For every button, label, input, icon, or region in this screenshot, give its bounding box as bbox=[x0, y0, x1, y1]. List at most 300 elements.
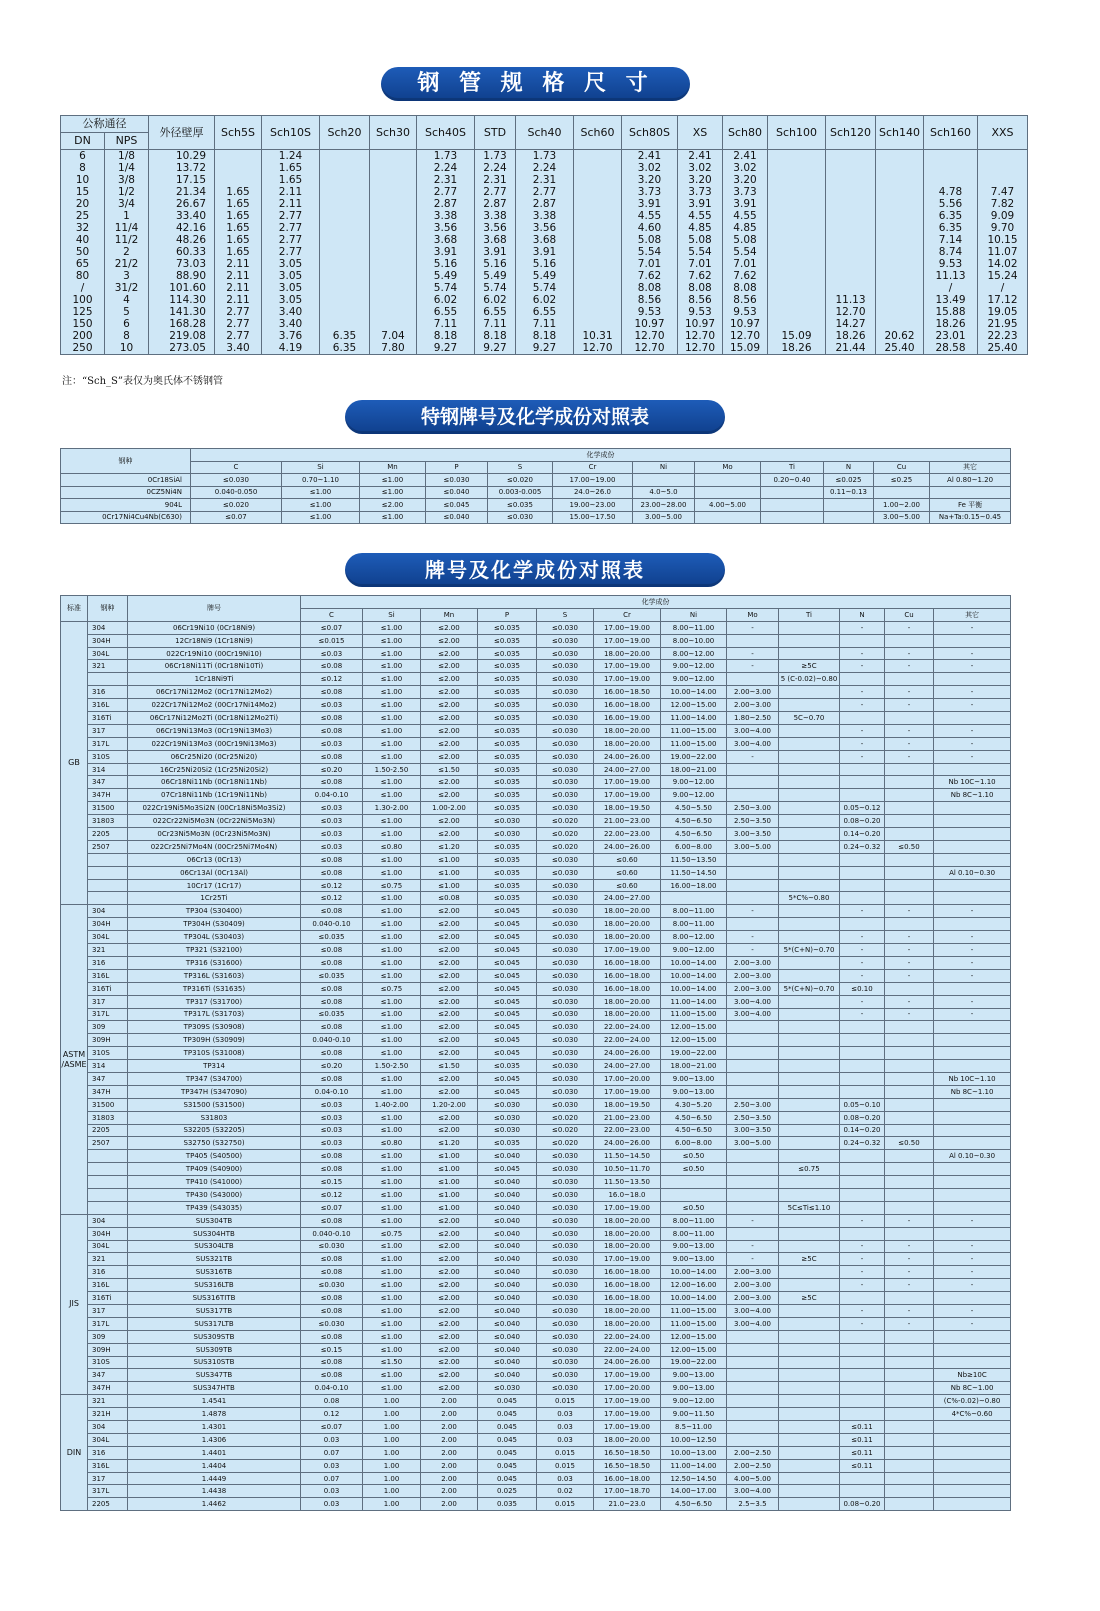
designation: TP304 (S30400) bbox=[128, 905, 301, 918]
grade-code: 304H bbox=[88, 918, 128, 931]
composition-cell bbox=[779, 1304, 840, 1317]
designation: 06Cr18Ni11Ti (0Cr18Ni10Ti) bbox=[128, 660, 301, 673]
composition-cell: ≤0.03 bbox=[301, 828, 363, 841]
composition-cell: ≤0.08 bbox=[301, 1163, 363, 1176]
composition-cell bbox=[934, 1176, 1011, 1189]
composition-cell: 17.00~18.70 bbox=[594, 1485, 661, 1498]
grades-header-row bbox=[61, 596, 1011, 609]
designation: TP309S (S30908) bbox=[128, 1021, 301, 1034]
header-cell: Sch40 bbox=[516, 116, 574, 150]
composition-cell: 1.00 bbox=[363, 1472, 421, 1485]
pipe-cell: 7.11 bbox=[516, 318, 574, 330]
pipe-cell: 26.67 bbox=[149, 198, 215, 210]
designation: TP316 (S31600) bbox=[128, 956, 301, 969]
composition-cell bbox=[885, 1176, 934, 1189]
pipe-cell bbox=[826, 222, 876, 234]
composition-cell: 8.00~11.00 bbox=[661, 621, 727, 634]
composition-cell: 3.00~4.00 bbox=[727, 724, 779, 737]
pipe-cell bbox=[768, 246, 826, 258]
composition-cell: 11.50~13.50 bbox=[661, 853, 727, 866]
composition-cell: ≤0.030 bbox=[537, 763, 594, 776]
composition-cell: 9.00~13.00 bbox=[661, 1240, 727, 1253]
pipe-cell: 9.53 bbox=[622, 306, 678, 318]
composition-cell: - bbox=[840, 750, 885, 763]
pipe-cell: 11.13 bbox=[924, 270, 978, 282]
pipe-cell: 2.11 bbox=[215, 270, 262, 282]
composition-cell: - bbox=[727, 750, 779, 763]
composition-cell: ≤0.045 bbox=[478, 1047, 537, 1060]
pipe-cell: 3.02 bbox=[723, 162, 768, 174]
composition-cell: ≤0.030 bbox=[478, 815, 537, 828]
pipe-cell bbox=[876, 270, 924, 282]
table-row bbox=[61, 1433, 1011, 1446]
composition-cell: 0.02 bbox=[537, 1485, 594, 1498]
composition-cell: 24.00~27.00 bbox=[594, 892, 661, 905]
designation: S32750 (S32750) bbox=[128, 1137, 301, 1150]
composition-cell bbox=[779, 1124, 840, 1137]
composition-cell: ≤0.020 bbox=[537, 815, 594, 828]
composition-cell bbox=[779, 1266, 840, 1279]
pipe-cell: 12.70 bbox=[826, 306, 876, 318]
composition-cell bbox=[779, 1176, 840, 1189]
designation: SUS316TITB bbox=[128, 1292, 301, 1305]
grade-code: 309H bbox=[88, 1343, 128, 1356]
table-row bbox=[61, 995, 1011, 1008]
composition-cell: ≤0.035 bbox=[478, 712, 537, 725]
grade-code: 310S bbox=[88, 1356, 128, 1369]
header-cell: Sch80 bbox=[723, 116, 768, 150]
composition-cell: 0.040-0.050 bbox=[191, 486, 282, 499]
header-cell: XXS bbox=[978, 116, 1028, 150]
pipe-cell: 88.90 bbox=[149, 270, 215, 282]
composition-cell bbox=[934, 1021, 1011, 1034]
composition-cell: 24.0~26.0 bbox=[553, 486, 633, 499]
composition-cell: - bbox=[885, 1240, 934, 1253]
composition-cell: 10.00~14.00 bbox=[661, 686, 727, 699]
pipe-cell: 3.02 bbox=[678, 162, 723, 174]
composition-cell: 24.00~26.00 bbox=[594, 1047, 661, 1060]
composition-cell: ≤2.00 bbox=[421, 1330, 478, 1343]
pipe-cell: 4 bbox=[105, 294, 149, 306]
composition-cell: 3.00~4.00 bbox=[727, 995, 779, 1008]
composition-cell bbox=[840, 1060, 885, 1073]
pipe-cell bbox=[876, 222, 924, 234]
header-element: Mn bbox=[360, 461, 426, 474]
composition-cell: 0.11~0.13 bbox=[824, 486, 874, 499]
grade-code: 317L bbox=[88, 1008, 128, 1021]
composition-cell: ≤0.035 bbox=[478, 840, 537, 853]
composition-cell: - bbox=[934, 1008, 1011, 1021]
pipe-cell bbox=[876, 246, 924, 258]
composition-cell: 24.00~27.00 bbox=[594, 763, 661, 776]
composition-cell: - bbox=[885, 647, 934, 660]
composition-cell: 9.00~13.00 bbox=[661, 1369, 727, 1382]
composition-cell: 11.50~13.50 bbox=[594, 1176, 661, 1189]
designation: 06Cr13 (0Cr13) bbox=[128, 853, 301, 866]
composition-cell bbox=[885, 1433, 934, 1446]
pipe-cell: 25.40 bbox=[876, 342, 924, 355]
composition-cell: 17.00~19.00 bbox=[594, 1395, 661, 1408]
pipe-cell: 9.27 bbox=[475, 342, 516, 355]
pipe-cell: 17.15 bbox=[149, 174, 215, 186]
grade-code: 2507 bbox=[88, 1137, 128, 1150]
composition-cell: 3.00~4.00 bbox=[727, 1008, 779, 1021]
pipe-cell: 9.27 bbox=[417, 342, 475, 355]
composition-cell: ≤0.035 bbox=[478, 866, 537, 879]
composition-cell: 8.00~11.00 bbox=[661, 1227, 727, 1240]
composition-cell: 9.00~13.00 bbox=[661, 1072, 727, 1085]
composition-cell: ≤1.00 bbox=[363, 1085, 421, 1098]
composition-cell: ≤0.75 bbox=[363, 879, 421, 892]
composition-cell: 18.00~20.00 bbox=[594, 1317, 661, 1330]
composition-cell: ≤2.00 bbox=[421, 1343, 478, 1356]
table-row bbox=[61, 828, 1011, 841]
composition-cell: - bbox=[840, 969, 885, 982]
designation: TP304H (S30409) bbox=[128, 918, 301, 931]
composition-cell bbox=[885, 789, 934, 802]
composition-cell bbox=[840, 1047, 885, 1060]
pipe-cell: 6.02 bbox=[417, 294, 475, 306]
designation: 022Cr19Ni10 (00Cr19Ni10) bbox=[128, 647, 301, 660]
composition-cell: ≤0.040 bbox=[478, 1343, 537, 1356]
composition-cell: ≤1.00 bbox=[282, 486, 360, 499]
pipe-cell bbox=[768, 186, 826, 198]
composition-cell bbox=[779, 1098, 840, 1111]
header-cell: Sch40S bbox=[417, 116, 475, 150]
composition-cell: ≤1.00 bbox=[363, 1047, 421, 1060]
composition-cell bbox=[840, 1227, 885, 1240]
grade-code: 317 bbox=[88, 1472, 128, 1485]
designation: 06Cr19Ni10 (0Cr18Ni9) bbox=[128, 621, 301, 634]
pipe-cell: 168.28 bbox=[149, 318, 215, 330]
pipe-cell: 12.70 bbox=[723, 330, 768, 342]
composition-cell: 8.00~12.00 bbox=[661, 931, 727, 944]
pipe-cell: 3.91 bbox=[723, 198, 768, 210]
composition-cell: ≤0.08 bbox=[301, 1330, 363, 1343]
pipe-cell: 6.55 bbox=[516, 306, 574, 318]
composition-cell bbox=[727, 1150, 779, 1163]
pipe-cell: 21.95 bbox=[978, 318, 1028, 330]
table-row bbox=[61, 1201, 1011, 1214]
composition-cell: ≤1.00 bbox=[363, 815, 421, 828]
composition-cell: ≤0.030 bbox=[478, 1124, 537, 1137]
table-row bbox=[61, 294, 1028, 306]
composition-cell: ≤2.00 bbox=[421, 944, 478, 957]
pipe-cell: 3.68 bbox=[417, 234, 475, 246]
pipe-cell bbox=[320, 210, 370, 222]
grade-code: 316Ti bbox=[88, 1292, 128, 1305]
pipe-size-table bbox=[60, 115, 1028, 355]
composition-cell: ≤1.00 bbox=[360, 486, 426, 499]
composition-cell: 12.00~15.00 bbox=[661, 1021, 727, 1034]
composition-cell bbox=[761, 499, 824, 512]
composition-cell: ≤2.00 bbox=[421, 1240, 478, 1253]
composition-cell bbox=[779, 1408, 840, 1421]
pipe-cell: 10 bbox=[105, 342, 149, 355]
pipe-cell bbox=[826, 210, 876, 222]
pipe-cell bbox=[826, 186, 876, 198]
pipe-cell: 1.65 bbox=[215, 246, 262, 258]
header-element: N bbox=[824, 461, 874, 474]
grade-code: 304 bbox=[88, 905, 128, 918]
pipe-cell bbox=[574, 258, 622, 270]
composition-cell: ≤0.030 bbox=[488, 511, 553, 524]
pipe-cell: 13.49 bbox=[924, 294, 978, 306]
composition-cell: 16.50~18.50 bbox=[594, 1459, 661, 1472]
table-row bbox=[61, 673, 1011, 686]
pipe-cell: 1.65 bbox=[215, 222, 262, 234]
composition-cell: ≤0.035 bbox=[478, 673, 537, 686]
grade-code: 2507 bbox=[88, 840, 128, 853]
pipe-cell: 5.54 bbox=[723, 246, 768, 258]
composition-cell: 0.07 bbox=[301, 1472, 363, 1485]
composition-cell: - bbox=[840, 905, 885, 918]
table-row bbox=[61, 815, 1011, 828]
composition-cell bbox=[934, 892, 1011, 905]
composition-cell: - bbox=[885, 931, 934, 944]
composition-cell: ≤0.030 bbox=[537, 1163, 594, 1176]
table-row bbox=[61, 737, 1011, 750]
composition-cell: ≤1.00 bbox=[363, 750, 421, 763]
composition-cell: 22.00~24.00 bbox=[594, 1330, 661, 1343]
composition-cell: ≤0.040 bbox=[478, 1240, 537, 1253]
composition-cell bbox=[934, 1472, 1011, 1485]
composition-cell: ≤2.00 bbox=[360, 499, 426, 512]
composition-cell bbox=[885, 712, 934, 725]
pipe-cell: 73.03 bbox=[149, 258, 215, 270]
composition-cell: ≤0.08 bbox=[301, 853, 363, 866]
composition-cell: ≤0.040 bbox=[478, 1201, 537, 1214]
composition-cell: 0.045 bbox=[478, 1472, 537, 1485]
pipe-cell: 80 bbox=[61, 270, 105, 282]
pipe-cell bbox=[370, 246, 417, 258]
grade-code: 304L bbox=[88, 1240, 128, 1253]
composition-cell: ≤2.00 bbox=[421, 673, 478, 686]
composition-cell: 11.00~15.00 bbox=[661, 1317, 727, 1330]
composition-cell: 0.14~0.20 bbox=[840, 828, 885, 841]
composition-cell bbox=[934, 1459, 1011, 1472]
composition-cell: ≤0.030 bbox=[537, 995, 594, 1008]
composition-cell: - bbox=[934, 750, 1011, 763]
designation: TP310S (S31008) bbox=[128, 1047, 301, 1060]
composition-cell: ≤1.00 bbox=[363, 789, 421, 802]
composition-cell: 9.00~11.50 bbox=[661, 1408, 727, 1421]
composition-cell: ≤0.045 bbox=[478, 918, 537, 931]
composition-cell: 2.00 bbox=[421, 1472, 478, 1485]
pipe-cell bbox=[768, 306, 826, 318]
composition-cell: ≤1.00 bbox=[363, 931, 421, 944]
composition-cell: ≤1.00 bbox=[363, 905, 421, 918]
composition-cell: ≤0.03 bbox=[301, 840, 363, 853]
composition-cell bbox=[779, 1279, 840, 1292]
pipe-cell bbox=[370, 294, 417, 306]
composition-cell: ≤0.035 bbox=[478, 879, 537, 892]
composition-cell: 2.00 bbox=[421, 1485, 478, 1498]
table-row bbox=[61, 918, 1011, 931]
header-element: 其它 bbox=[930, 461, 1011, 474]
grade-code: 31803 bbox=[88, 815, 128, 828]
composition-cell bbox=[885, 1498, 934, 1511]
composition-cell: 6.00~8.00 bbox=[661, 840, 727, 853]
designation: 022Cr19Ni13Mo3 (00Cr19Ni13Mo3) bbox=[128, 737, 301, 750]
designation: 1.4301 bbox=[128, 1421, 301, 1434]
composition-cell bbox=[885, 1188, 934, 1201]
pipe-cell bbox=[370, 318, 417, 330]
composition-cell bbox=[934, 1356, 1011, 1369]
table-row bbox=[61, 789, 1011, 802]
composition-cell: ≤0.030 bbox=[537, 1098, 594, 1111]
composition-cell bbox=[779, 750, 840, 763]
pipe-cell: 7.11 bbox=[475, 318, 516, 330]
pipe-cell: 21.34 bbox=[149, 186, 215, 198]
composition-cell: ≤0.040 bbox=[478, 1253, 537, 1266]
composition-cell bbox=[779, 1498, 840, 1511]
composition-cell bbox=[934, 1111, 1011, 1124]
standard-group-label: DIN bbox=[61, 1395, 88, 1511]
pipe-cell: 2.77 bbox=[475, 186, 516, 198]
composition-cell: 2.00 bbox=[421, 1433, 478, 1446]
composition-cell: - bbox=[934, 647, 1011, 660]
grade-code: 314 bbox=[88, 1060, 128, 1073]
pipe-cell bbox=[924, 174, 978, 186]
composition-cell: Nb 10C~1.10 bbox=[934, 1072, 1011, 1085]
composition-cell bbox=[779, 828, 840, 841]
pipe-cell bbox=[768, 258, 826, 270]
composition-cell: 17.00~19.00 bbox=[594, 1408, 661, 1421]
table-row bbox=[61, 1124, 1011, 1137]
composition-cell: ≤0.030 bbox=[301, 1240, 363, 1253]
pipe-cell: 5.54 bbox=[678, 246, 723, 258]
pipe-cell bbox=[320, 198, 370, 210]
composition-cell: ≤0.030 bbox=[537, 853, 594, 866]
composition-cell bbox=[779, 1485, 840, 1498]
header-grade: 钢种 bbox=[88, 596, 128, 622]
composition-cell: ≤0.020 bbox=[488, 474, 553, 487]
composition-cell: ≥5C bbox=[779, 660, 840, 673]
grade-code: 309 bbox=[88, 1330, 128, 1343]
composition-cell: 22.00~24.00 bbox=[594, 1034, 661, 1047]
composition-cell: 0.015 bbox=[537, 1395, 594, 1408]
header-element: S bbox=[488, 461, 553, 474]
composition-cell: ≤0.030 bbox=[537, 673, 594, 686]
composition-cell: - bbox=[885, 995, 934, 1008]
composition-cell bbox=[885, 1369, 934, 1382]
composition-cell bbox=[885, 1382, 934, 1395]
composition-cell: ≤2.00 bbox=[421, 931, 478, 944]
composition-cell: ≥5C bbox=[779, 1292, 840, 1305]
table-row bbox=[61, 1498, 1011, 1511]
designation: S32205 (S32205) bbox=[128, 1124, 301, 1137]
composition-cell: - bbox=[727, 621, 779, 634]
composition-cell: ≤0.20 bbox=[301, 1060, 363, 1073]
pipe-cell: 3.68 bbox=[516, 234, 574, 246]
grade-code bbox=[88, 853, 128, 866]
composition-cell bbox=[727, 1188, 779, 1201]
table-row bbox=[61, 1072, 1011, 1085]
composition-cell: 0.025 bbox=[478, 1485, 537, 1498]
table-row bbox=[61, 1188, 1011, 1201]
composition-cell: ≤0.030 bbox=[537, 918, 594, 931]
pipe-cell: 4.85 bbox=[723, 222, 768, 234]
composition-cell bbox=[727, 1356, 779, 1369]
grade-code bbox=[88, 879, 128, 892]
header-element: Si bbox=[282, 461, 360, 474]
header-standard: 标准 bbox=[61, 596, 88, 622]
composition-cell bbox=[840, 1150, 885, 1163]
grade-code: 321 bbox=[88, 1395, 128, 1408]
composition-cell: 2.00~2.50 bbox=[727, 1446, 779, 1459]
pipe-cell: 4.19 bbox=[262, 342, 320, 355]
pipe-cell: 3.56 bbox=[475, 222, 516, 234]
composition-cell bbox=[840, 1382, 885, 1395]
pipe-cell: 9.09 bbox=[978, 210, 1028, 222]
composition-cell: ≤0.030 bbox=[537, 686, 594, 699]
composition-cell: ≤1.00 bbox=[282, 499, 360, 512]
composition-cell: 8.00~11.00 bbox=[661, 1214, 727, 1227]
pipe-cell: 7.82 bbox=[978, 198, 1028, 210]
pipe-cell: 8.74 bbox=[924, 246, 978, 258]
pipe-cell bbox=[876, 162, 924, 174]
header-element: C bbox=[191, 461, 282, 474]
composition-cell: ≤0.030 bbox=[537, 982, 594, 995]
composition-cell bbox=[885, 1201, 934, 1214]
composition-cell: - bbox=[885, 1253, 934, 1266]
composition-cell: ≤1.00 bbox=[363, 686, 421, 699]
composition-cell: ≤0.08 bbox=[301, 1266, 363, 1279]
composition-cell: Nb≥10C bbox=[934, 1369, 1011, 1382]
composition-cell: 12.00~15.00 bbox=[661, 1343, 727, 1356]
composition-cell bbox=[779, 1369, 840, 1382]
composition-cell: - bbox=[934, 724, 1011, 737]
composition-cell bbox=[885, 828, 934, 841]
table-row bbox=[61, 699, 1011, 712]
pipe-cell bbox=[876, 210, 924, 222]
grade-code bbox=[88, 1163, 128, 1176]
pipe-cell bbox=[768, 150, 826, 163]
table-row bbox=[61, 511, 1011, 524]
composition-cell: ≤0.08 bbox=[301, 1369, 363, 1382]
composition-cell: 24.00~27.00 bbox=[594, 1060, 661, 1073]
composition-cell: 16.00~18.00 bbox=[594, 699, 661, 712]
pipe-cell: 2.77 bbox=[262, 222, 320, 234]
composition-cell: 9.00~12.00 bbox=[661, 944, 727, 957]
composition-cell: ≤1.00 bbox=[421, 879, 478, 892]
designation: 06Cr18Ni11Nb (0Cr18Ni11Nb) bbox=[128, 776, 301, 789]
grade-code: 347H bbox=[88, 1085, 128, 1098]
composition-cell bbox=[840, 1408, 885, 1421]
composition-cell bbox=[840, 634, 885, 647]
composition-cell: 17.00~19.00 bbox=[594, 634, 661, 647]
composition-cell: ≤0.045 bbox=[478, 1163, 537, 1176]
composition-cell: 0.24~0.32 bbox=[840, 840, 885, 853]
pipe-cell: 8 bbox=[61, 162, 105, 174]
header-element: 其它 bbox=[934, 608, 1011, 621]
composition-cell: ≤0.030 bbox=[537, 724, 594, 737]
pipe-cell bbox=[768, 222, 826, 234]
composition-cell: ≤0.045 bbox=[478, 1034, 537, 1047]
grade-code: 2205 bbox=[88, 1498, 128, 1511]
grade-code: 304L bbox=[88, 647, 128, 660]
composition-cell: 8.00~10.00 bbox=[661, 634, 727, 647]
grade-code: 316 bbox=[88, 1266, 128, 1279]
composition-cell: 0.045 bbox=[478, 1421, 537, 1434]
pipe-cell: 60.33 bbox=[149, 246, 215, 258]
pipe-cell: 2.77 bbox=[262, 234, 320, 246]
header-cell: Sch5S bbox=[215, 116, 262, 150]
composition-cell: Nb 8C~1.00 bbox=[934, 1382, 1011, 1395]
composition-cell: ≤0.08 bbox=[301, 866, 363, 879]
pipe-cell: 8.18 bbox=[475, 330, 516, 342]
